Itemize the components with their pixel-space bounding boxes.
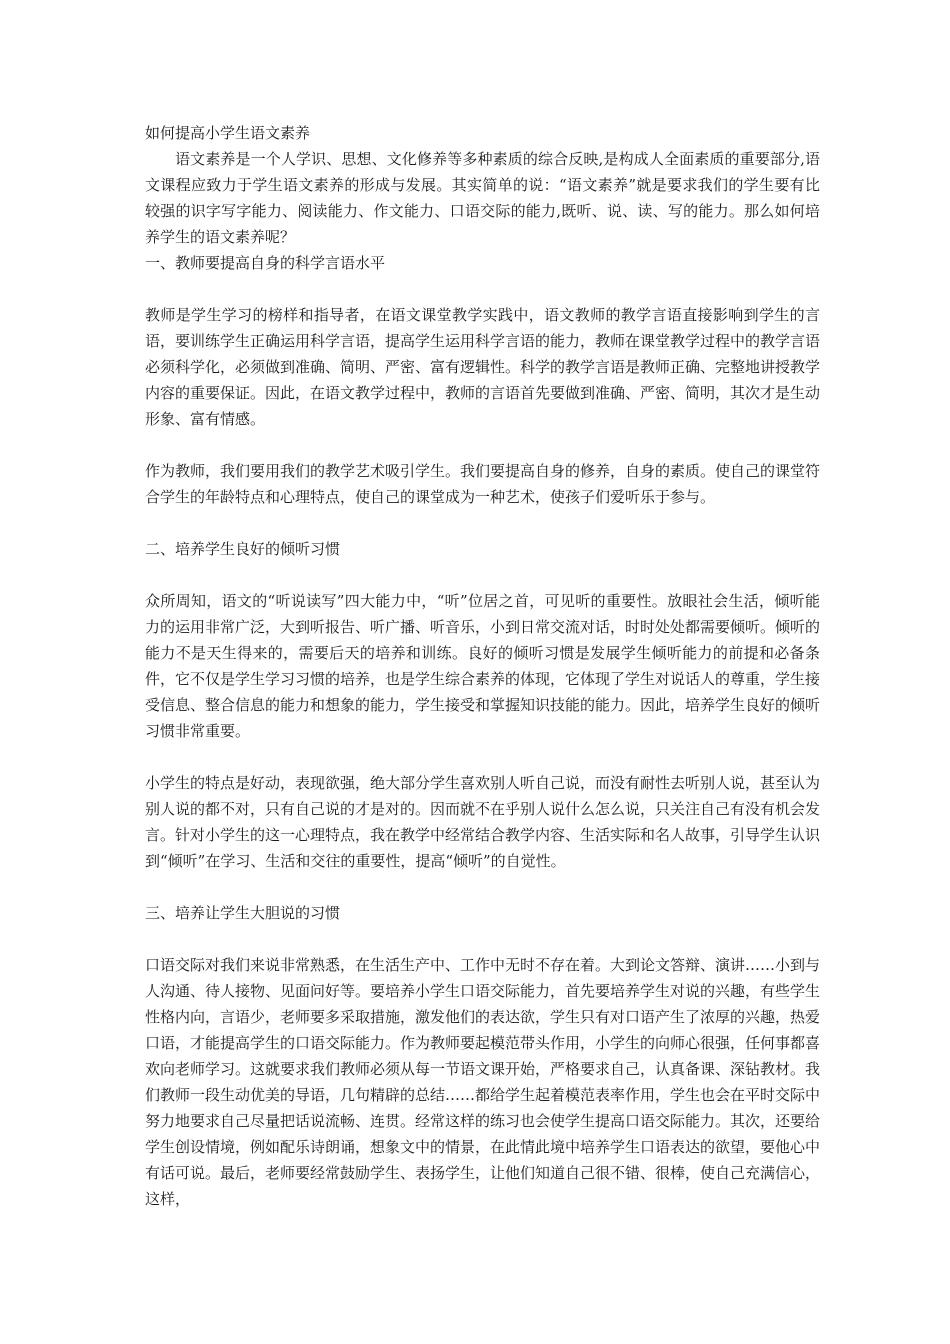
section-2-heading: 二、培养学生良好的倾听习惯 [145,540,341,558]
section-3-heading: 三、培养让学生大胆说的习惯 [145,904,341,922]
document-page [145,120,820,1212]
section-2-paragraph-1: 众所周知，语文的“听说读写”四大能力中，“听”位居之首，可见听的重要性。放眼社会生活，倾听能力的运用非常广泛，大到听报告、听广播、听音乐，小到日常交流对话，时时处处都需要倾听。倾听的能力不是天生得来的，需要后天的培养和训练。良好的倾听习惯是发展学生倾听能力的前提和必备条件，它不仅是学生学习习惯的培养，也是学生综合素养的体现，它体现了学生对说话人的尊重，学生接受信息、整合信息的能力和想象的能力，学生接受和掌握知识技能的能力。因此，培养学生良好的倾听习惯非常重要。 [145,592,821,740]
section-3-paragraph-1: 口语交际对我们来说非常熟悉，在生活生产中、工作中无时不存在着。大到论文答辩、演讲……小到与人沟通、待人接物、见面问好等。要培养小学生口语交际能力，首先要培养学生对说的兴趣，有些学生性格内向，言语少，老师要多采取措施，激发他们的表达欲，学生只有对口语产生了浓厚的兴趣，热爱口语，才能提高学生的口语交际能力。作为教师要起模范带头作用，小学生的向师心很强，任何事都喜欢向老师学习。这就要求我们教师必须从每一节语文课开始，严格要求自己，认真备课、深钻教材。我们教师一段生动优美的导语，几句精辟的总结……都给学生起着模范表率作用，学生也会在平时交际中努力地要求自己尽量把话说流畅、连贯。经常这样的练习也会使学生提高口语交际能力。其次，还要给学生创设情境，例如配乐诗朗诵，想象文中的情景，在此情此境中培养学生口语表达的欲望，要他心中有话可说。最后，老师要经常鼓励学生、表扬学生，让他们知道自己很不错、很棒，使自己充满信心，这样， [145,956,821,1208]
document-title: 如何提高小学生语文素养 [145,124,311,142]
section-1-paragraph-2: 作为教师，我们要用我们的教学艺术吸引学生。我们要提高自身的修养，自身的素质。使自己的课堂符合学生的年龄特点和心理特点，使自己的课堂成为一种艺术，使孩子们爱听乐于参与。 [145,462,821,506]
section-1-heading: 一、教师要提高自身的科学言语水平 [145,254,386,272]
intro-paragraph: 语文素养是一个人学识、思想、文化修养等多种素质的综合反映,是构成人全面素质的重要部分,语文课程应致力于学生语文素养的形成与发展。其实简单的说：“语文素养”就是要求我们的学生要有比较强的识字写字能力、阅读能力、作文能力、口语交际的能力,既听、说、读、写的能力。那么如何培养学生的语文素养呢？ [145,150,820,246]
section-2-paragraph-2: 小学生的特点是好动，表现欲强，绝大部分学生喜欢别人听自己说，而没有耐性去听别人说，甚至认为别人说的都不对，只有自己说的才是对的。因而就不在乎别人说什么怎么说，只关注自己有没有机会发言。针对小学生的这一心理特点，我在教学中经常结合教学内容、生活实际和名人故事，引导学生认识到“倾听”在学习、生活和交往的重要性，提高“倾听”的自觉性。 [145,774,821,870]
section-1-paragraph-1: 教师是学生学习的榜样和指导者，在语文课堂教学实践中，语文教师的教学言语直接影响到学生的言语，要训练学生正确运用科学言语，提高学生运用科学言语的能力，教师在课堂教学过程中的教学言语必须科学化，必须做到准确、简明、严密、富有逻辑性。科学的教学言语是教师正确、完整地讲授教学内容的重要保证。因此，在语文教学过程中，教师的言语首先要做到准确、严密、简明，其次才是生动形象、富有情感。 [145,306,821,428]
